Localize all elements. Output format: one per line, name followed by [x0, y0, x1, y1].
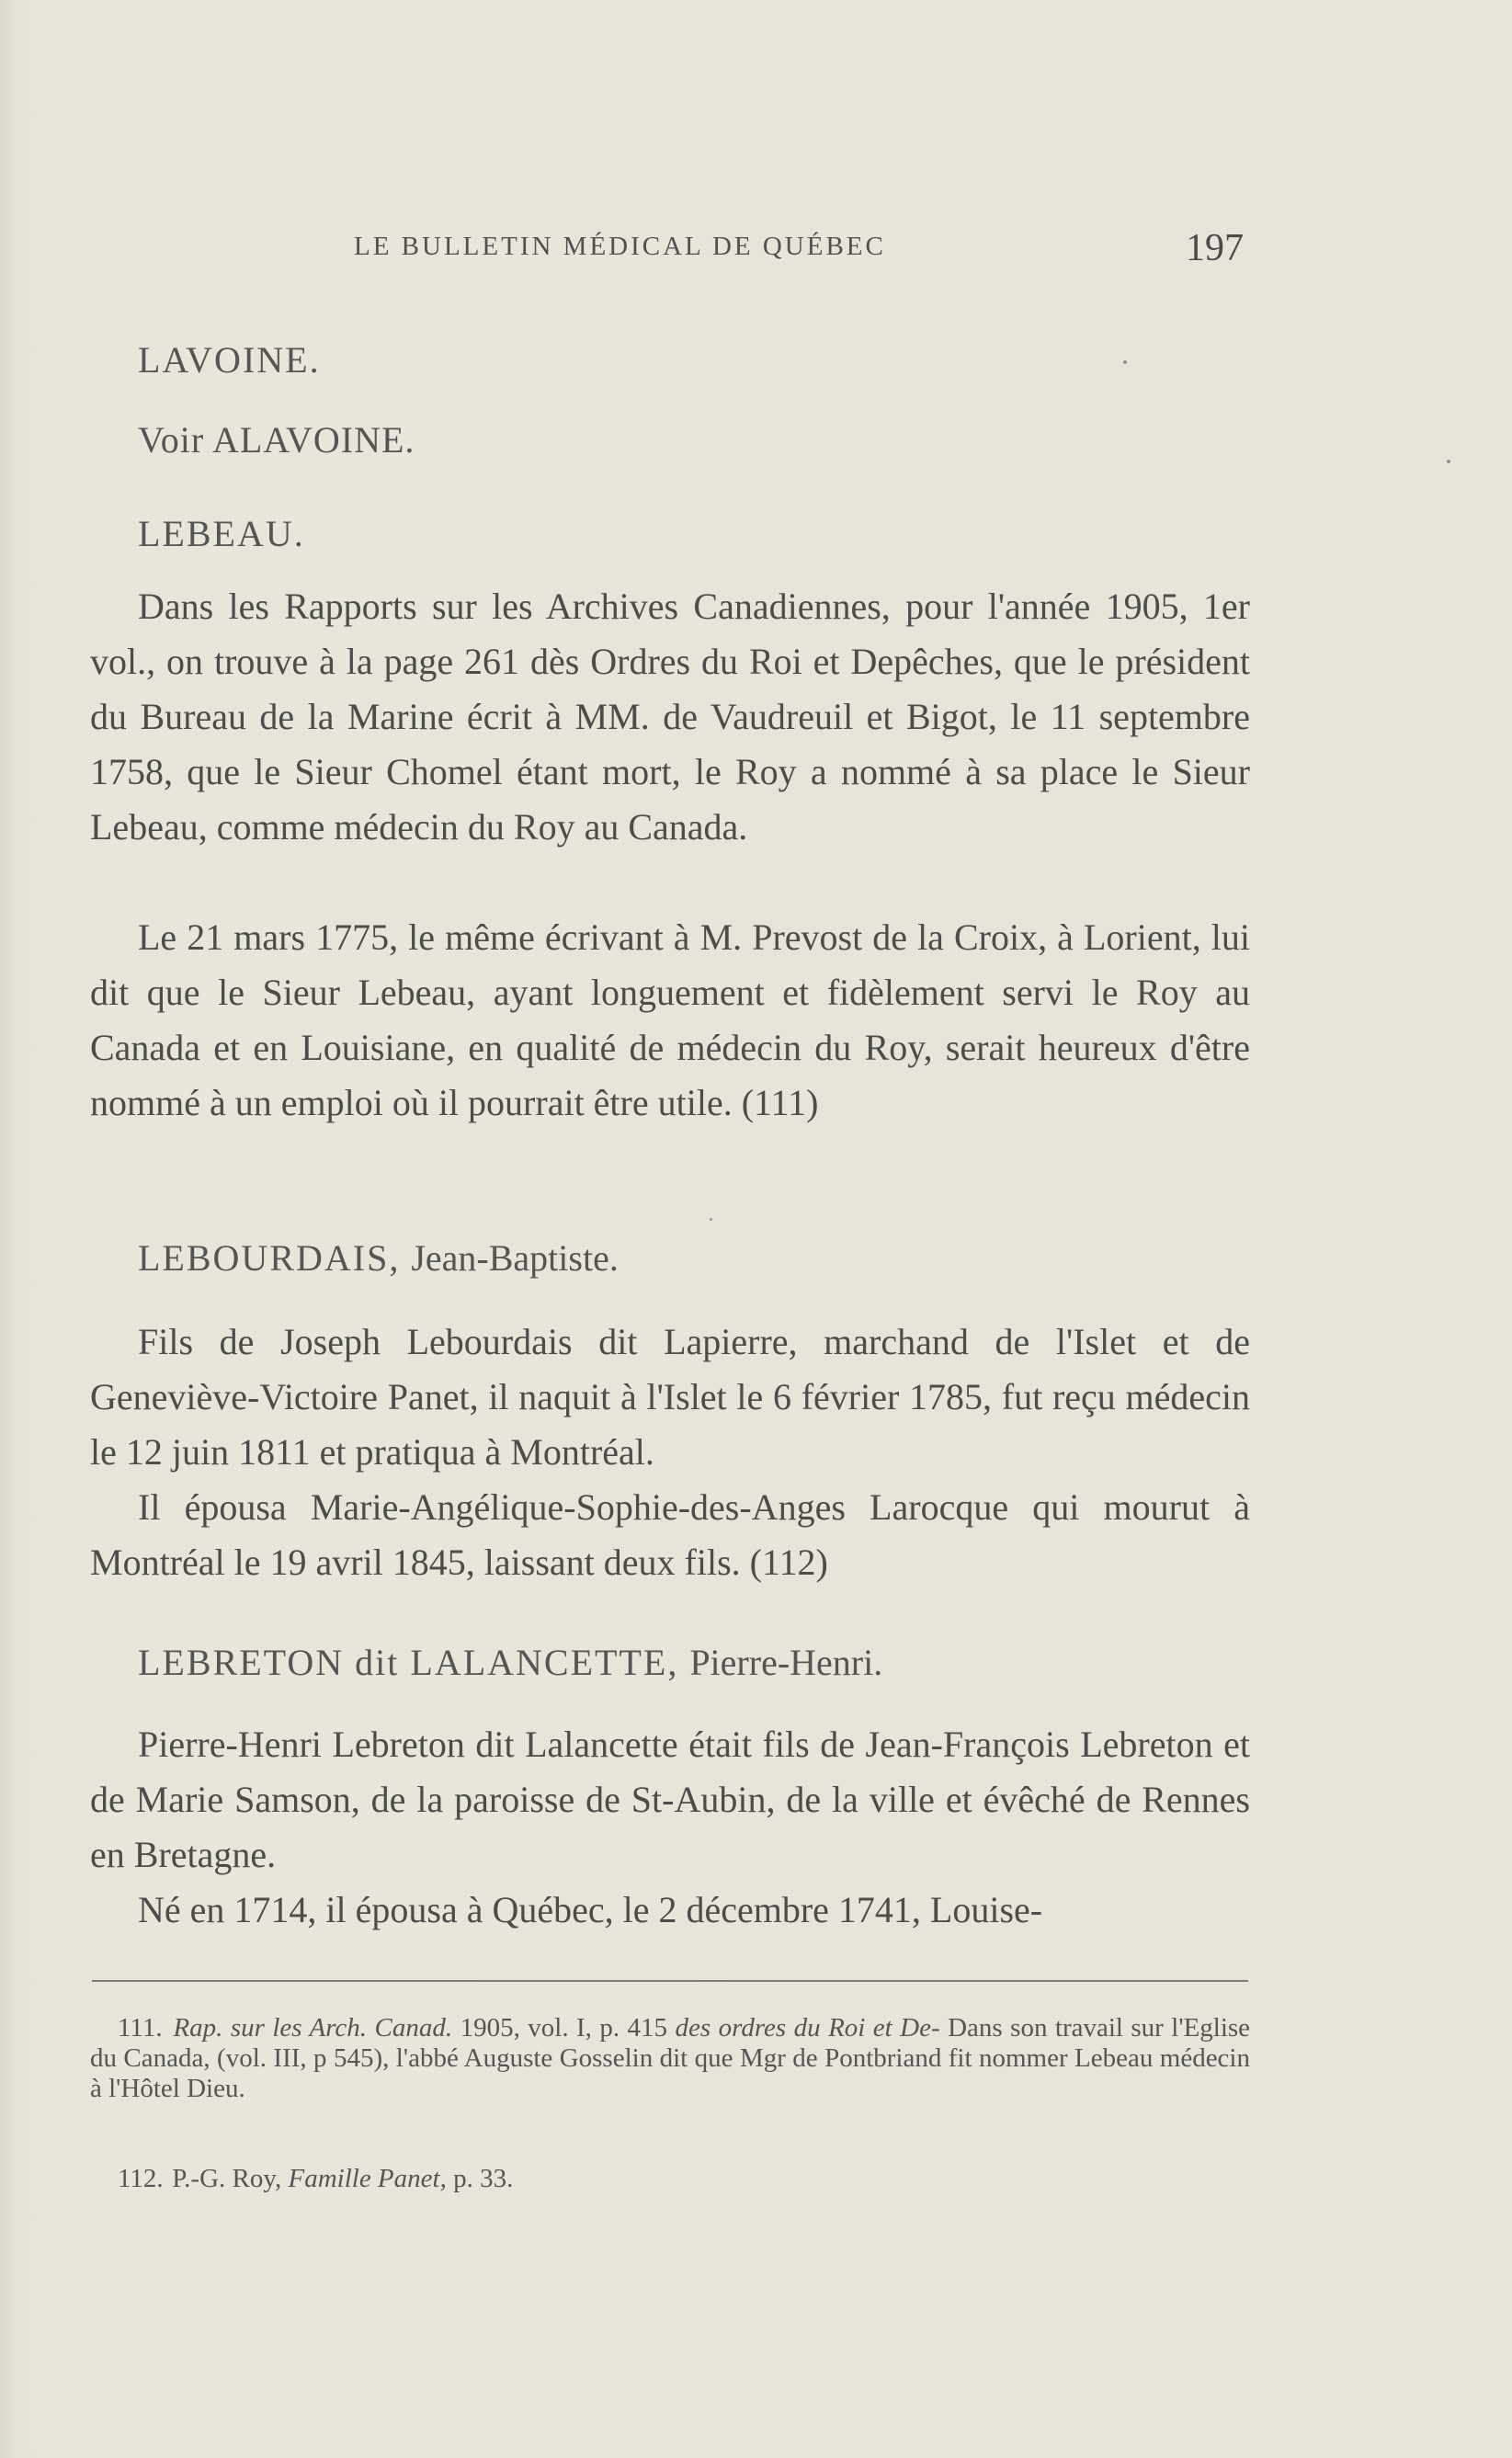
footnote-112	[90, 2164, 1250, 2194]
footnote-text: p. 33.	[453, 2164, 514, 2193]
entry-heading-given-name: Pierre-Henri.	[689, 1642, 883, 1683]
paper-speck	[1447, 460, 1450, 463]
paragraph-lebourdais-2: Il épousa Marie-Angélique-Sophie-des-Anges Larocque qui mourut à Montréal le 19 avril 1845, laissant deux fils. (112)	[90, 1486, 1250, 1583]
footnote-number: 112.	[118, 2164, 164, 2193]
footnote-source: P.-G. Roy,	[172, 2164, 282, 2193]
running-header: LE BULLETIN MÉDICAL DE QUÉBEC	[354, 232, 886, 261]
footnote-text: 1905, vol. I, p. 415	[460, 2013, 668, 2043]
footnote-number: 111.	[118, 2013, 163, 2043]
entry-heading-name: LEBOURDAIS,	[138, 1237, 401, 1279]
entry-heading-lavoine: LAVOINE.	[138, 339, 321, 381]
footnote-italic-tail: des ordres du Roi et De-	[675, 2013, 940, 2043]
entry-heading-name: LEBRETON dit LALANCETTE,	[138, 1642, 679, 1683]
footnote-divider	[92, 1980, 1248, 1982]
paragraph-lebreton-1: Pierre-Henri Lebreton dit Lalancette était fils de Jean-François Lebreton et de Marie Samson, de la paroisse de St-Aubin, de la ville et évêché de Rennes en Bretagne.	[90, 1724, 1250, 1875]
footnote-source: Rap. sur les Arch. Canad.	[173, 2013, 453, 2043]
footnote-italic-tail: Famille Panet,	[288, 2164, 447, 2193]
entry-heading-lebourdais	[138, 1236, 619, 1280]
paragraph-lebreton-2: Né en 1714, il épousa à Québec, le 2 décembre 1741, Louise-	[138, 1889, 1043, 1930]
paper-speck	[710, 1218, 712, 1221]
entry-heading-lebeau: LEBEAU.	[138, 513, 305, 554]
footnote-111	[90, 2013, 1250, 2104]
page-number: 197	[1186, 227, 1244, 269]
footnote-continuation: Dans son travail sur l'Eglise du Canada, (vol. III, p 545), l'abbé Auguste Gosselin dit que Mgr de Pontbriand fit nommer Lebeau médecin à l'Hôtel Dieu.	[90, 2013, 1251, 2103]
entry-heading-lebreton	[138, 1641, 882, 1684]
paper-speck	[1123, 360, 1127, 364]
paragraph-lebeau-1: Dans les Rapports sur les Archives Canadiennes, pour l'année 1905, 1er vol., on trouve à la page 261 dès Ordres du Roi et Depêches, que le président du Bureau de la Marine écrit à MM. de Vaudreuil et Bigot, le 11 septembre 1758, que le Sieur Chomel étant mort, le Roy a nommé à sa place le Sieur Lebeau, comme médecin du Roy au Canada.	[90, 586, 1250, 848]
entry-heading-given-name: Jean-Baptiste.	[411, 1237, 619, 1279]
paragraph-lebourdais-1: Fils de Joseph Lebourdais dit Lapierre, marchand de l'Islet et de Geneviève-Victoire Panet, il naquit à l'Islet le 6 février 1785, fut reçu médecin le 12 juin 1811 et pratiqua à Montréal.	[90, 1321, 1250, 1473]
see-also-reference: Voir ALAVOINE.	[138, 419, 415, 461]
paragraph-lebeau-2: Le 21 mars 1775, le même écrivant à M. Prevost de la Croix, à Lorient, lui dit que le Sieur Lebeau, ayant longuement et fidèlement servi le Roy au Canada et en Louisiane, en qualité de médecin du Roy, serait heureux d'être nommé à un emploi où il pourrait être utile. (111)	[90, 916, 1250, 1123]
